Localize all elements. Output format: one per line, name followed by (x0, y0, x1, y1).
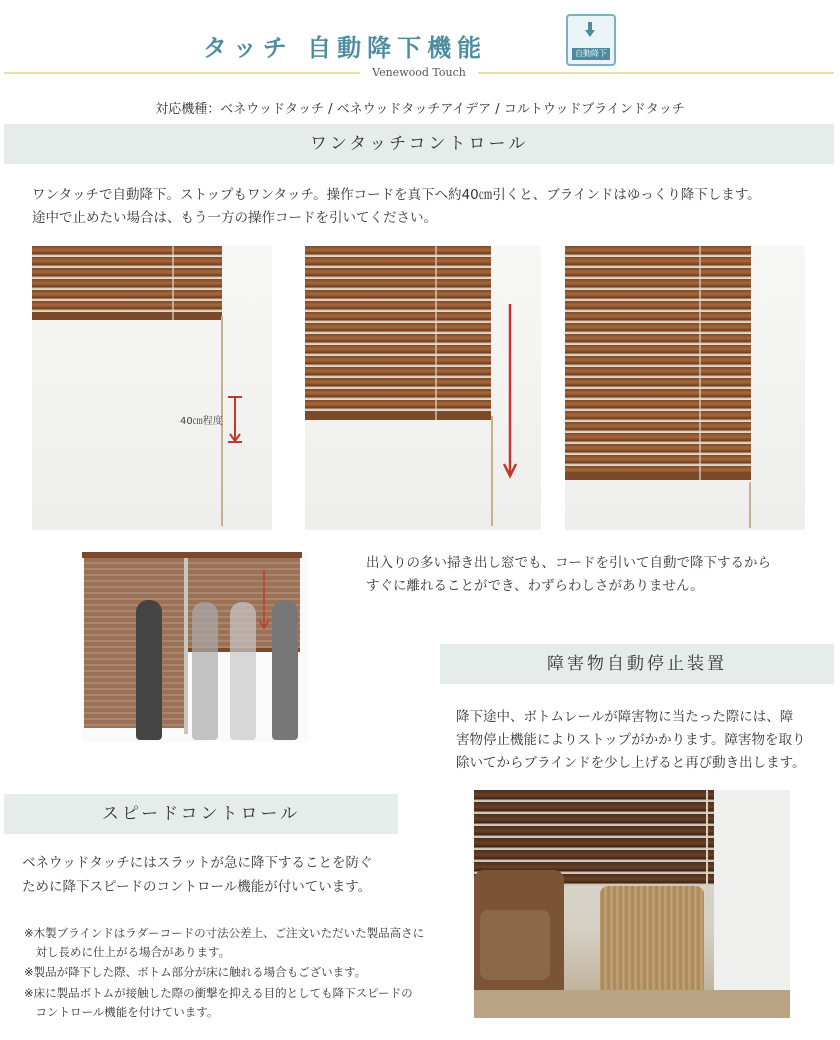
person-silhouette (136, 600, 162, 740)
obstacle-heading: 障害物自動停止装置 (547, 654, 727, 674)
window-line-1: 出入りの多い掃き出し窓でも、コードを引いて自動で降下するから (366, 555, 771, 571)
blind-photo-descending (305, 246, 541, 530)
one-touch-line-2: 途中で止めたい場合は、もう一方の操作コードを引いてください。 (32, 210, 437, 226)
down-arrow-icon (585, 22, 595, 38)
obstacle-line-1: 降下途中、ボトムレールが障害物に当たった際には、障 (456, 709, 794, 725)
note-line: ※床に製品ボトムが接触した際の衝撃を抑える目的としても降下スピードの (24, 986, 413, 1000)
compatible-models: 対応機種：ベネウッドタッチ / ベネウッドタッチアイデア / コルトウッドブラインドタッチ (155, 102, 685, 117)
pull-down-arrow-icon (228, 396, 242, 444)
blind-photo-before (32, 246, 272, 530)
divider-right (478, 72, 834, 74)
person-silhouette (192, 602, 218, 740)
illustration-arrow-icon (258, 570, 270, 630)
note-line: ※製品が降下した際、ボトム部分が床に触れる場合もございます。 (24, 965, 367, 979)
divider-left (4, 72, 360, 74)
pull-distance-label: 40㎝程度 (180, 416, 223, 427)
obstacle-line-2: 害物停止機能によりストップがかかります。障害物を取り (456, 732, 806, 748)
person-silhouette (230, 602, 256, 740)
note-line: ※木製ブラインドはラダーコードの寸法公差上、ご注文いただいた製品高さに (24, 926, 425, 940)
person-silhouette (272, 600, 298, 740)
auto-descend-badge: 自動降下 (572, 48, 610, 60)
note-line: コントロール機能を付けています。 (24, 1005, 219, 1019)
obstacle-line-3: 除いてからブラインドを少し上げると再び動き出します。 (456, 755, 806, 771)
speed-heading-band (4, 794, 398, 834)
speed-line-1: ベネウッドタッチにはスラットが急に降下することを防ぐ (22, 855, 373, 871)
one-touch-heading: ワンタッチコントロール (309, 134, 529, 154)
window-line-2: すぐに離れることができ、わずらわしさがありません。 (366, 578, 704, 594)
blind-photo-lowered (565, 246, 805, 530)
obstacle-heading-band (440, 644, 834, 684)
speed-heading: スピードコントロール (101, 804, 301, 824)
note-line: 対し長めに仕上がる場合があります。 (24, 945, 231, 959)
page-subtitle: Venewood Touch (372, 66, 466, 79)
page-title: タッチ 自動降下機能 (202, 34, 488, 62)
descend-arrow-icon (503, 304, 517, 480)
one-touch-line-1: ワンタッチで自動降下。ストップもワンタッチ。操作コードを真下へ約40㎝引くと、ブラインドはゆっくり降下します。 (32, 187, 761, 203)
auto-descend-icon (566, 14, 616, 66)
obstacle-photo (474, 790, 790, 1018)
window-scene-illustration (82, 552, 308, 742)
one-touch-heading-band (4, 124, 834, 164)
speed-line-2: ために降下スピードのコントロール機能が付いています。 (22, 879, 372, 895)
